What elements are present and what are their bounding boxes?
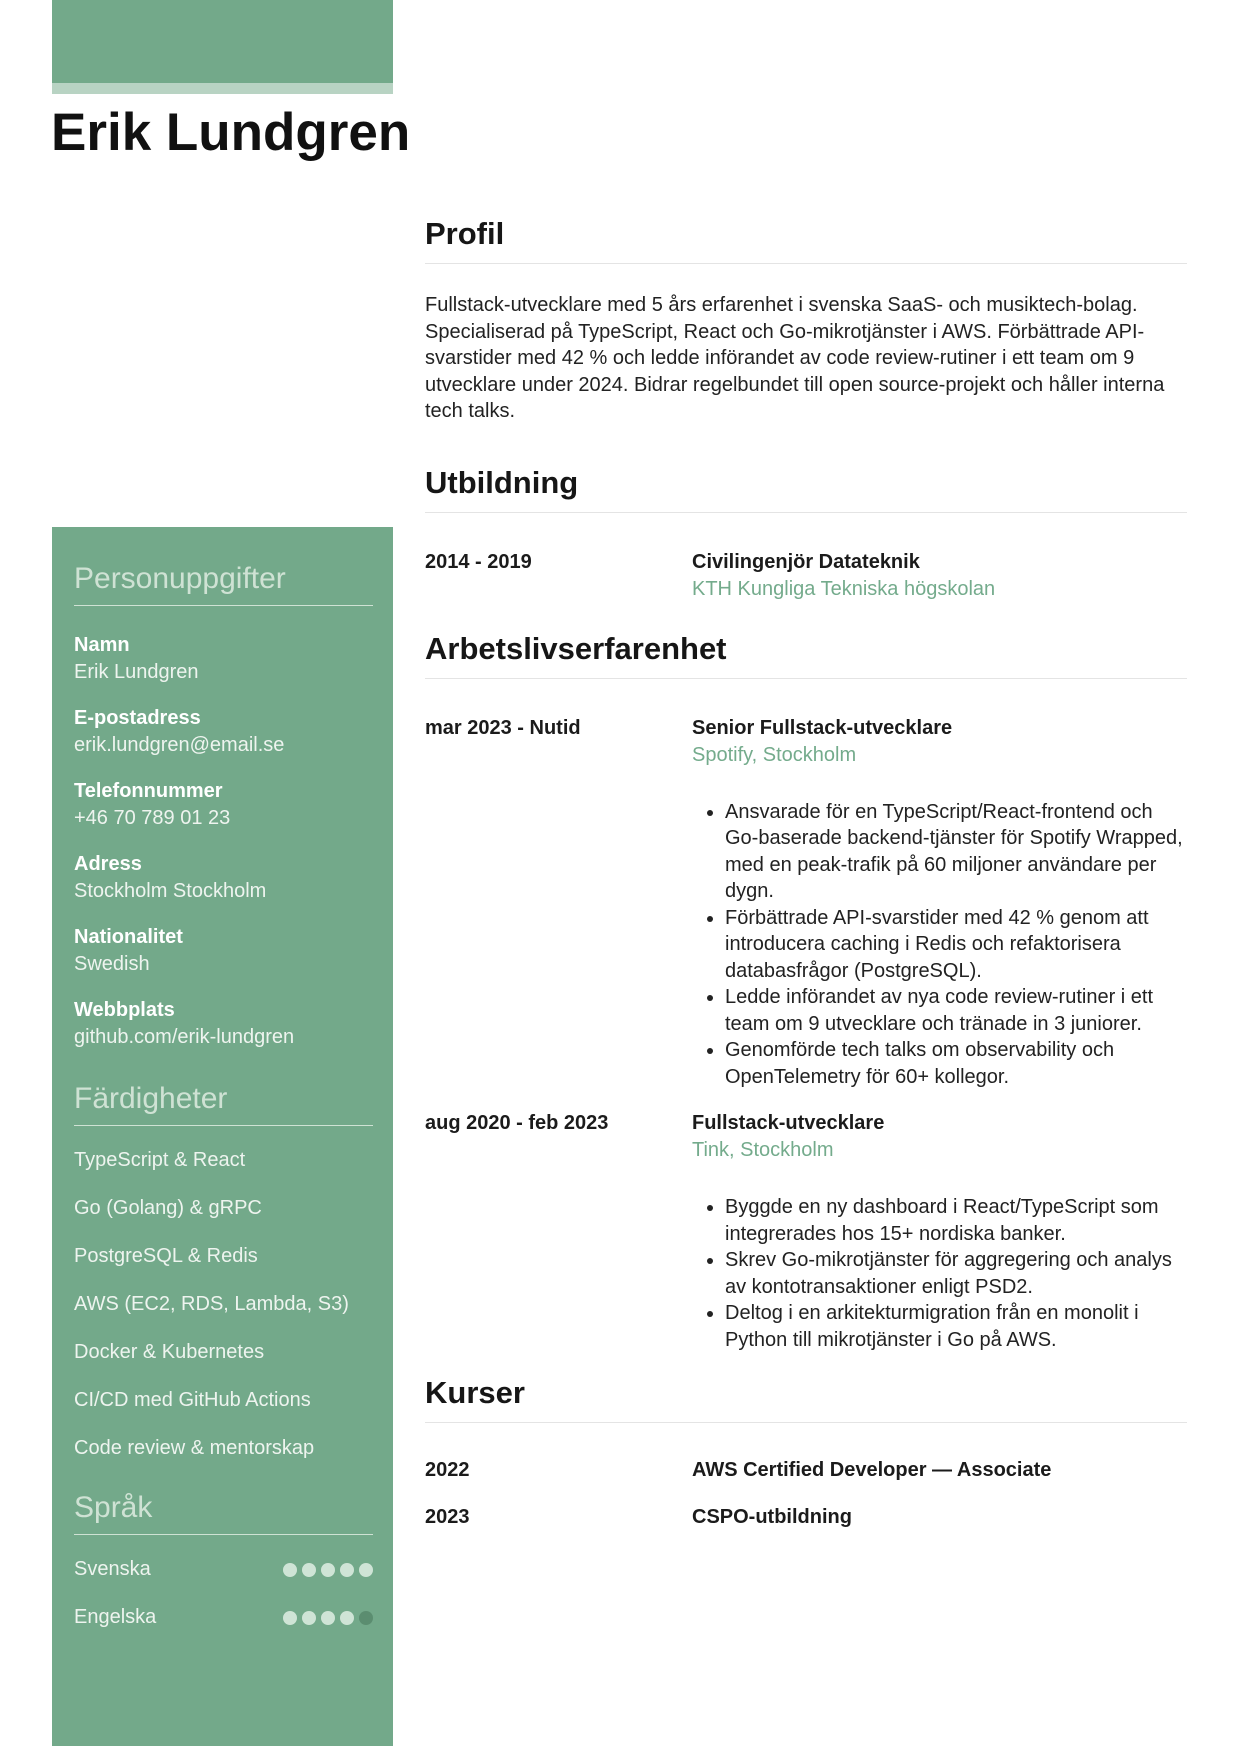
language-level-dot (321, 1563, 335, 1577)
entry-title: Senior Fullstack-utvecklare (692, 716, 953, 739)
entry-period: mar 2023 - Nutid (425, 716, 581, 739)
sidebar-heading-personal: Personuppgifter (74, 561, 373, 606)
skill-item: Docker & Kubernetes (74, 1341, 265, 1363)
language-name: Engelska (74, 1606, 157, 1628)
bullet-item: • Ledde införandet av nya code review-rutiner i ett team om 9 utvecklare och tränade in 3 juniorer. (725, 984, 1187, 1037)
entry-title: Civilingenjör Datateknik (692, 550, 920, 573)
skill-item: TypeScript & React (74, 1149, 246, 1171)
language-row (74, 1604, 373, 1631)
course-entry (425, 1504, 1187, 1531)
language-row (74, 1556, 373, 1583)
language-level-dot (340, 1611, 354, 1625)
personal-field-address (74, 851, 373, 905)
language-level-dot (283, 1563, 297, 1577)
entry-organization: KTH Kungliga Tekniska högskolan (692, 577, 996, 600)
section-heading-education: Utbildning (425, 465, 1187, 513)
language-level-dot (359, 1563, 373, 1577)
field-value: Swedish (74, 953, 150, 975)
field-value: erik.lundgren@email.se (74, 734, 285, 756)
entry-organization: Tink, Stockholm (692, 1139, 834, 1161)
sidebar-heading-skills: Färdigheter (74, 1081, 373, 1126)
profile-text: Fullstack-utvecklare med 5 års erfarenhet i svenska SaaS- och musiktech-bolag. Specialiserad på TypeScript, React och Go-mikrotjänster i AWS. Förbättrade API-svarstider med 42 % och ledde införandet av code review-rutiner i ett team om 9 utvecklare under 2024. Bidrar regelbundet till open source-projekt och håller interna tech talks. (425, 294, 1165, 422)
entry-title: AWS Certified Developer — Associate (692, 1459, 1052, 1481)
field-value: Erik Lundgren (74, 661, 199, 683)
personal-field-phone (74, 778, 373, 832)
entry-organization: Spotify, Stockholm (692, 743, 857, 766)
language-level-dots (283, 1563, 373, 1577)
skill-item: AWS (EC2, RDS, Lambda, S3) (74, 1293, 349, 1315)
personal-field-website (74, 997, 373, 1051)
page-title: Erik Lundgren (51, 103, 411, 162)
entry-period: 2022 (425, 1459, 470, 1481)
skill-item: CI/CD med GitHub Actions (74, 1389, 311, 1411)
field-label: Webbplats (74, 999, 175, 1021)
bullet-item: • Skrev Go-mikrotjänster för aggregering och analys av kontotransaktioner enligt PSD2. (725, 1247, 1187, 1300)
field-label: Adress (74, 853, 142, 875)
language-level-dot (283, 1611, 297, 1625)
experience-entry (425, 1110, 1187, 1353)
language-level-dot (302, 1611, 316, 1625)
language-level-dot (359, 1611, 373, 1625)
education-entry (425, 549, 1187, 603)
language-level-dot (302, 1563, 316, 1577)
language-name: Svenska (74, 1558, 151, 1580)
language-level-dot (340, 1563, 354, 1577)
header-accent-strip (52, 83, 393, 94)
entry-period: 2014 - 2019 (425, 550, 532, 573)
skill-item: Code review & mentorskap (74, 1437, 315, 1459)
field-value: Stockholm Stockholm (74, 880, 267, 902)
field-value: github.com/erik-lundgren (74, 1026, 295, 1048)
header-accent-block (52, 0, 393, 83)
entry-period: aug 2020 - feb 2023 (425, 1112, 609, 1134)
section-heading-courses: Kurser (425, 1375, 1187, 1423)
bullet-item: • Deltog i en arkitekturmigration från en monolit i Python till mikrotjänster i Go på AWS. (725, 1300, 1187, 1353)
main-column (425, 0, 1187, 1531)
skill-item: PostgreSQL & Redis (74, 1245, 258, 1267)
experience-entry (425, 715, 1187, 1091)
section-heading-profile: Profil (425, 216, 1187, 264)
language-level-dots (283, 1611, 373, 1625)
bullet-item: • Genomförde tech talks om observability och OpenTelemetry för 60+ kollegor. (725, 1037, 1187, 1090)
bullet-item: • Ansvarade för en TypeScript/React-frontend och Go-baserade backend-tjänster för Spotify Wrapped, med en peak-trafik på 60 miljoner användare per dygn. (725, 799, 1187, 905)
field-label: Telefonnummer (74, 780, 223, 802)
experience-bullets (692, 799, 1187, 1091)
section-heading-experience: Arbetslivserfarenhet (425, 631, 1187, 679)
field-label: Nationalitet (74, 926, 183, 948)
entry-title: CSPO-utbildning (692, 1506, 852, 1528)
experience-bullets (692, 1194, 1187, 1353)
entry-title: Fullstack-utvecklare (692, 1112, 885, 1134)
language-level-dot (321, 1611, 335, 1625)
bullet-item: • Förbättrade API-svarstider med 42 % genom att introducera caching i Redis och refaktorisera databasfrågor (PostgreSQL). (725, 905, 1187, 985)
field-label: Namn (74, 634, 130, 656)
personal-field-email (74, 705, 373, 759)
field-label: E-postadress (74, 707, 201, 729)
sidebar-heading-languages: Språk (74, 1490, 373, 1535)
entry-period: 2023 (425, 1506, 470, 1528)
personal-field-name (74, 632, 373, 686)
skill-item: Go (Golang) & gRPC (74, 1197, 262, 1219)
personal-field-nationality (74, 924, 373, 978)
course-entry (425, 1457, 1187, 1484)
sidebar (52, 527, 393, 1746)
bullet-item: • Byggde en ny dashboard i React/TypeScript som integrerades hos 15+ nordiska banker. (725, 1194, 1187, 1247)
field-value: +46 70 789 01 23 (74, 807, 231, 829)
